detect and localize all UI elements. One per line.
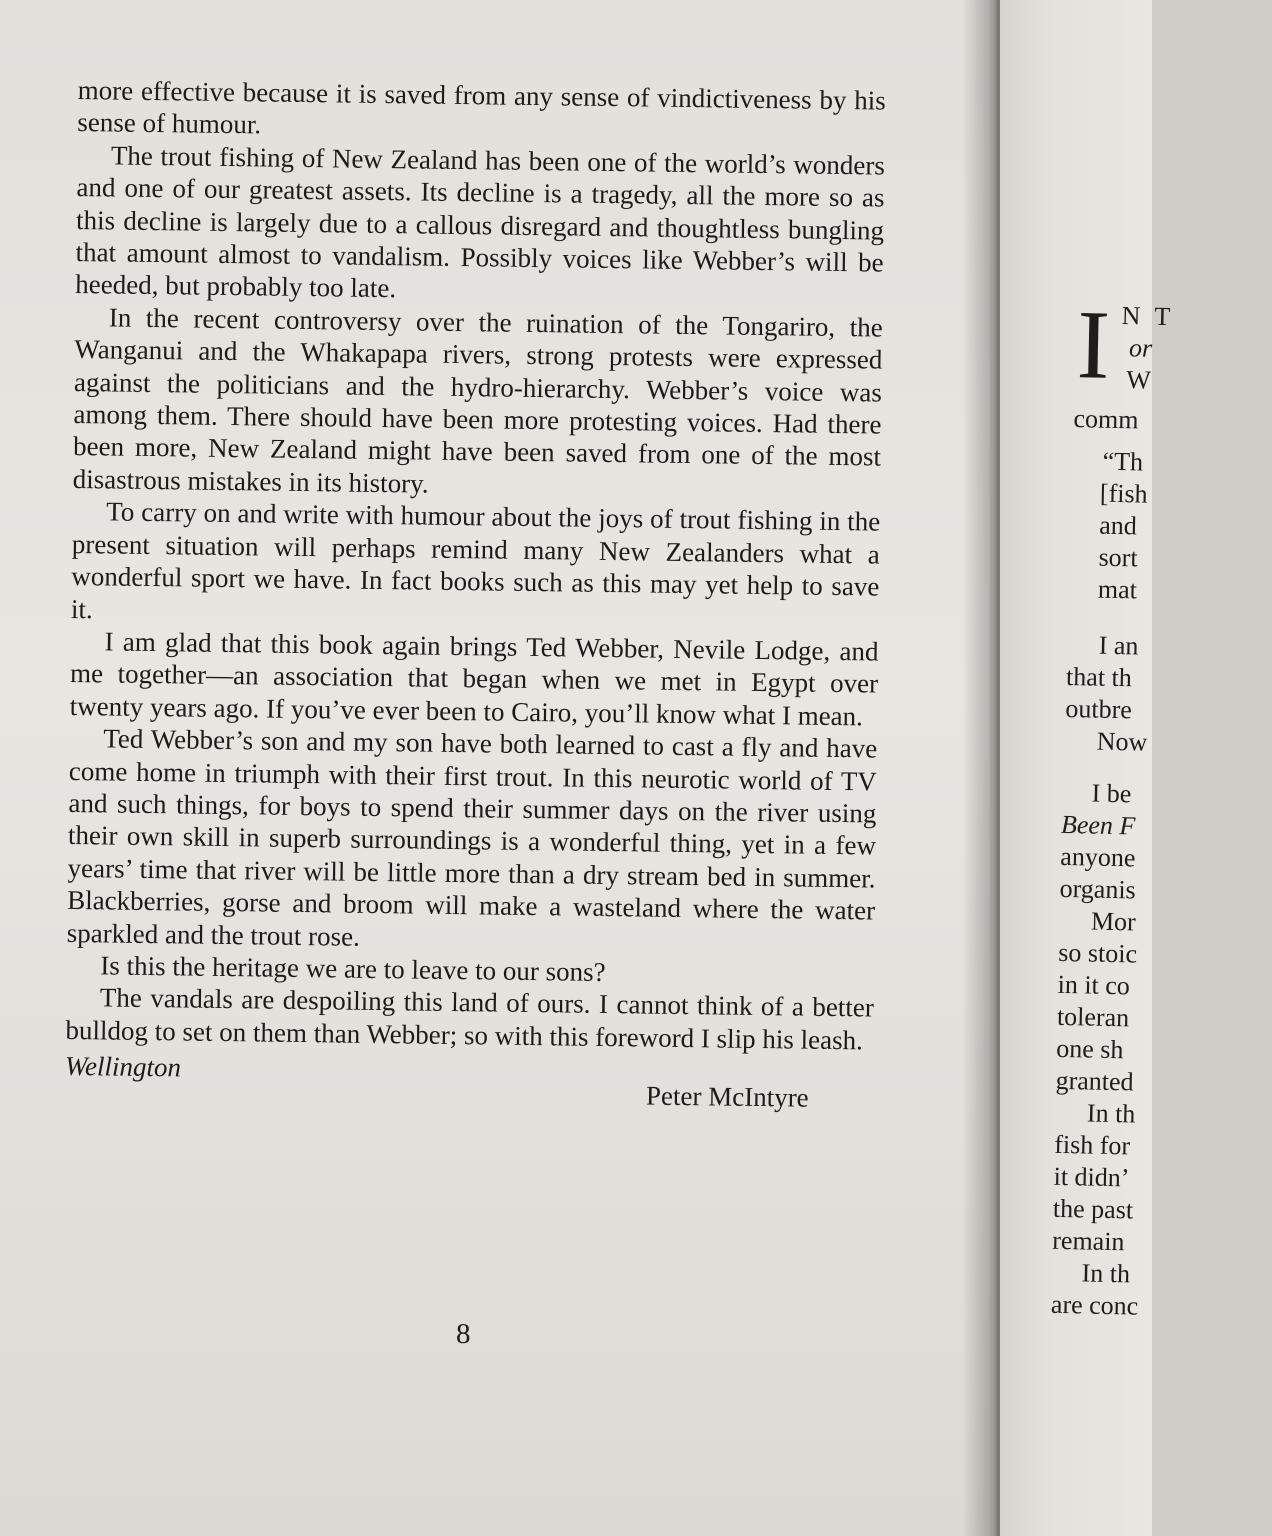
right-line: I an — [1098, 630, 1139, 661]
paragraph-5: I am glad that this book again brings Ted Webber, Nevile Lodge, and me together—an association that began when we met in Egypt over twenty years ago. If you’ve ever been to Cairo, you’ll know what I mean. — [69, 626, 879, 732]
right-line: fish for — [1054, 1129, 1131, 1161]
right-line: In th — [1081, 1258, 1131, 1289]
paragraph-2: The trout fishing of New Zealand has been one of the world’s wonders and one of our greatest assets. Its decline is a tragedy, all the more so as this decline is largely due to a callous disregard and thoughtless bungling that amount almost to vandalism. Possibly voices like Webber’s will be heeded, but probably too late. — [75, 140, 886, 304]
paragraph-1: more effective because it is saved from any sense of vindictiveness by his sense of humour. — [77, 74, 886, 140]
right-line: N T — [1121, 301, 1175, 332]
right-page-text — [1050, 291, 1272, 1321]
right-line: W — [1126, 365, 1152, 395]
paragraph-7: Is this the heritage we are to leave to our sons? — [100, 950, 606, 987]
right-line: anyone — [1060, 841, 1136, 873]
right-line: one sh — [1056, 1033, 1124, 1065]
paragraph-4: To carry on and write with humour about the joys of trout fishing in the present situation will perhaps remind many New Zealanders what a wonderful sport we have. In fact books such as this may yet help to save it. — [70, 496, 881, 624]
right-line: organis — [1059, 873, 1137, 905]
right-line: it didn’ — [1053, 1161, 1130, 1193]
right-line: Been F — [1060, 809, 1136, 841]
page-number: 8 — [456, 1318, 471, 1350]
right-line: or — [1128, 333, 1153, 363]
right-line: toleran — [1056, 1001, 1130, 1033]
signature-row — [64, 1050, 873, 1113]
right-line: Now — [1096, 726, 1148, 757]
drop-cap: I — [1075, 291, 1111, 400]
right-line: and — [1098, 510, 1138, 541]
right-line: In th — [1086, 1098, 1136, 1129]
paragraph-8: The vandals are despoiling this land of ours. I cannot think of a better bulldog to set on them than Webber; so with this foreword I slip his leash. — [65, 982, 875, 1056]
right-line: sort — [1098, 542, 1138, 573]
right-line: are conc — [1050, 1289, 1139, 1321]
right-line: “Th — [1102, 446, 1144, 477]
author-name: Peter McIntyre — [645, 1080, 809, 1113]
place-name: Wellington — [64, 1051, 182, 1083]
right-line: Mor — [1090, 906, 1137, 937]
right-line: I be — [1091, 778, 1132, 809]
paragraph-6: Ted Webber’s son and my son have both learned to cast a fly and have come home in triumph with their first trout. In this neurotic world of TV and such things, for boys to spend their summer days on the river using their own skill in superb surroundings is a wonderful thing, yet in a few years’ time that river will be little more than a dry stream bed in summer. Blackberries, gorse and broom will make a wasteland where the water sparkled and the trout rose. — [66, 723, 878, 952]
right-line: so stoic — [1058, 937, 1138, 969]
right-line: comm — [1073, 404, 1139, 435]
right-line: remain — [1052, 1225, 1125, 1257]
right-line: in it co — [1057, 969, 1131, 1001]
right-line: outbre — [1065, 693, 1133, 725]
right-line: [fish — [1099, 478, 1148, 509]
right-line: the past — [1052, 1193, 1134, 1225]
paragraph-3: In the recent controversy over the ruination of the Tongariro, the Wanganui and the Whakapapa rivers, strong protests were expressed against the politicians and the hydro-hierarchy. Webber’s voice was among them. There should have been more protesting voices. Had there been more, New Zealand might have been saved from one of the most disastrous mistakes in its history. — [72, 302, 883, 499]
foreword-text — [64, 74, 886, 1113]
right-line: mat — [1097, 574, 1138, 605]
right-line: that th — [1065, 661, 1133, 693]
right-line: granted — [1055, 1065, 1134, 1097]
